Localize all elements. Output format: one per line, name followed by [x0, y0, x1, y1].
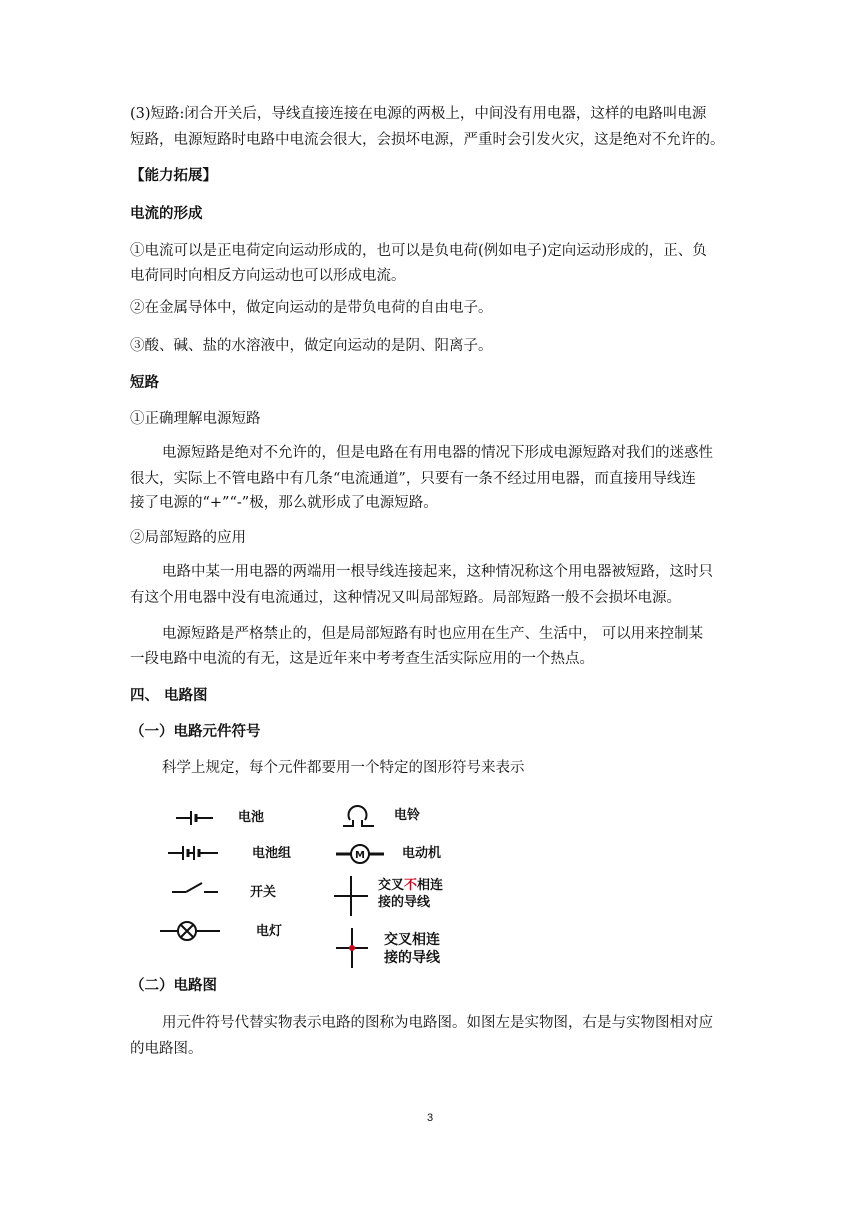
crossing-not-connected-label-line1 [378, 878, 443, 894]
subsection-b-line1: 用元件符号代替实物表示电路的图称为电路图。如图左是实物图，右是与实物图相对应 [162, 1015, 713, 1031]
current-item1-line1: ①电流可以是正电荷定向运动形成的，也可以是负电荷(例如电子)定向运动形成的，正、负 [130, 243, 707, 259]
page-number: 3 [426, 1112, 434, 1124]
cross-not-b: 不 [404, 878, 418, 893]
short-p2-line1: 电路中某一用电器的两端用一根导线连接起来，这种情况称这个用电器被短路，这时只 [162, 564, 713, 580]
short-sub1: ①正确理解电源短路 [130, 411, 261, 427]
crossing-not-connected-symbol-icon [334, 876, 368, 916]
short-p3-line1: 电源短路是严格禁止的，但是局部短路有时也应用在生产、生活中， 可以用来控制某 [162, 626, 704, 642]
current-item3: ③酸、碱、盐的水溶液中，做定向运动的是阴、阳离子。 [130, 338, 493, 354]
crossing-not-connected-label-line2: 接的导线 [378, 895, 431, 910]
short-circuit-def-line1: (3)短路:闭合开关后，导线直接连接在电源的两极上，中间没有用电器，这样的电路叫电源 [130, 106, 707, 122]
battery-symbol-icon [176, 811, 213, 825]
cross-not-a: 交叉 [378, 878, 405, 893]
subsection-a-text: 科学上规定，每个元件都要用一个特定的图形符号来表示 [162, 760, 525, 776]
switch-symbol-icon [172, 883, 218, 892]
subsection-a-heading: （一）电路元件符号 [130, 724, 261, 740]
junction-dot-icon [349, 945, 355, 951]
short-p1-line2: 很大，实际上不管电路中有几条“电流通道”，只要有一条不经过用电器，而直接用导线连 [130, 471, 696, 487]
motor-letter: M [355, 850, 365, 861]
subsection-b-heading: （二）电路图 [130, 978, 217, 994]
short-p1-line1: 电源短路是绝对不允许的，但是电路在有用电器的情况下形成电源短路对我们的迷惑性 [162, 445, 713, 461]
short-p2-line2: 有这个用电器中没有电流通过，这种情况又叫局部短路。局部短路一般不会损坏电源。 [130, 590, 681, 606]
crossing-connected-label-line2: 接的导线 [384, 950, 440, 966]
battery-label: 电池 [238, 810, 265, 825]
crossing-connected-label-line1: 交叉相连 [384, 932, 440, 948]
battery-pack-symbol-icon [168, 846, 218, 860]
battery-pack-label: 电池组 [252, 846, 292, 861]
bell-label: 电铃 [394, 808, 421, 823]
motor-label: 电动机 [402, 846, 442, 861]
current-formation-heading: 电流的形成 [130, 206, 203, 222]
bell-symbol-icon [343, 806, 374, 826]
short-circuit-heading: 短路 [130, 375, 159, 391]
subsection-b-line2: 的电路图。 [130, 1041, 203, 1057]
section4-heading: 四、 电路图 [130, 688, 208, 704]
ability-heading: 【能力拓展】 [130, 168, 217, 184]
short-circuit-def-line2: 短路，电源短路时电路中电流会很大，会损坏电源，严重时会引发火灾，这是绝对不允许的。 [130, 132, 725, 148]
short-sub2: ②局部短路的应用 [130, 530, 246, 546]
cross-not-c: 相连 [417, 878, 444, 893]
switch-label: 开关 [250, 885, 277, 900]
lamp-symbol-icon [160, 922, 220, 940]
current-item2: ②在金属导体中，做定向运动的是带负电荷的自由电子。 [130, 300, 493, 316]
lamp-label: 电灯 [256, 924, 283, 939]
short-p3-line2: 一段电路中电流的有无，这是近年来中考考查生活实际应用的一个热点。 [130, 651, 594, 667]
short-p1-line3: 接了电源的“+”“-”极，那么就形成了电源短路。 [130, 495, 438, 511]
current-item1-line2: 电荷同时向相反方向运动也可以形成电流。 [130, 268, 406, 284]
circuit-symbols-figure [158, 792, 458, 974]
